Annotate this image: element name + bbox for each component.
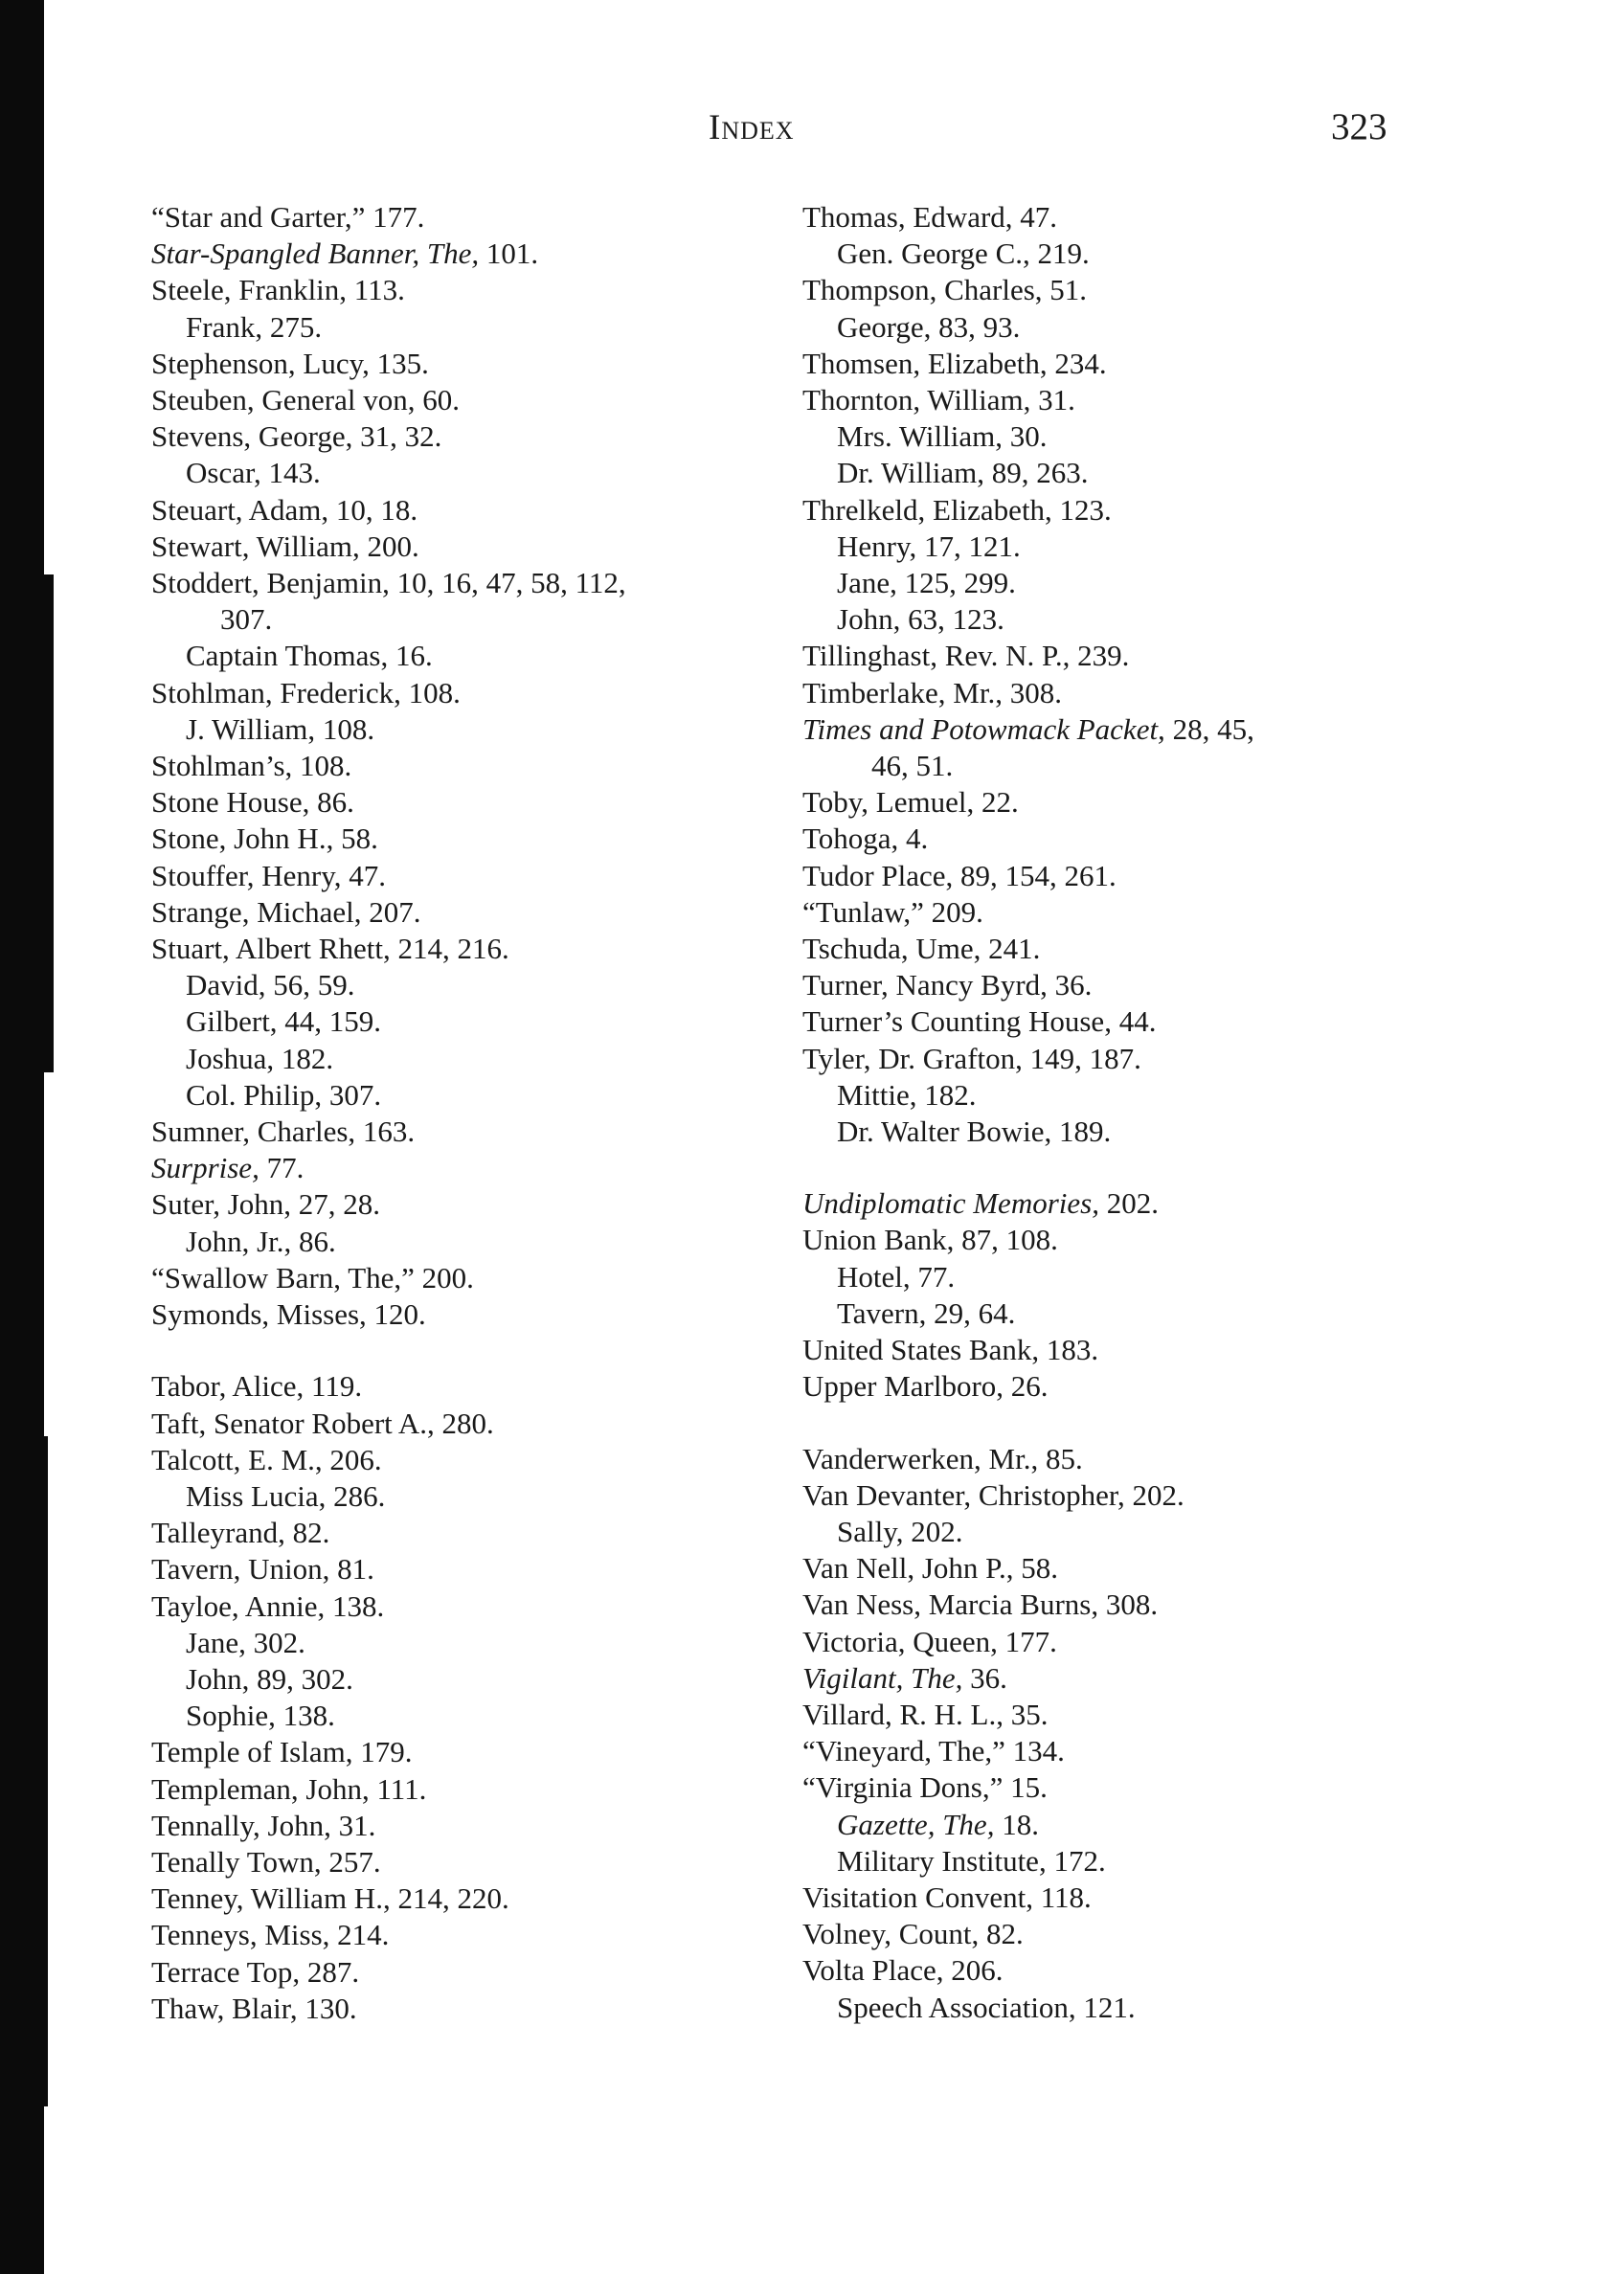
index-entry-text: Thornton, William, 31.	[802, 383, 1075, 417]
index-entry	[802, 199, 1415, 236]
index-entry-text: Sumner, Charles, 163.	[151, 1114, 416, 1149]
index-entry-text: Tennally, John, 31.	[151, 1808, 376, 1842]
index-entry-text: Toby, Lemuel, 22.	[802, 785, 1019, 820]
index-entry	[802, 711, 1415, 784]
index-entry	[802, 1660, 1415, 1697]
index-entry	[151, 931, 764, 967]
index-entry	[802, 1222, 1415, 1258]
index-entry	[802, 236, 1415, 272]
index-entry-text: George, 83, 93.	[837, 309, 1021, 344]
index-entry	[802, 1550, 1415, 1587]
index-entry-text: Timberlake, Mr., 308.	[802, 675, 1062, 709]
index-entry	[802, 894, 1415, 931]
index-entry	[151, 1734, 764, 1770]
index-entry-text: Terrace Top, 287.	[151, 1954, 360, 1989]
index-entry	[151, 711, 764, 748]
index-entry	[802, 601, 1415, 638]
index-entry	[151, 858, 764, 894]
index-entry-text: Stone, John H., 58.	[151, 822, 378, 856]
index-entry-title: Surprise,	[151, 1151, 259, 1185]
index-entry-text: Stewart, William, 200.	[151, 529, 419, 563]
index-entry	[151, 1625, 764, 1661]
index-entry-text: Tavern, Union, 81.	[151, 1552, 374, 1587]
index-entry-text: 18.	[994, 1807, 1039, 1841]
index-entry	[802, 272, 1415, 308]
index-entry	[151, 309, 764, 346]
index-entry-text: Mrs. William, 30.	[837, 419, 1048, 454]
page-number: 323	[1331, 106, 1387, 147]
index-entry	[802, 1807, 1415, 1843]
index-entry-text: John, 89, 302.	[186, 1661, 353, 1696]
index-entry	[151, 1844, 764, 1880]
index-entry	[151, 1771, 764, 1808]
running-header-title: Index	[709, 108, 795, 147]
index-entry-title: Undiplomatic Memories,	[802, 1186, 1099, 1221]
index-entry	[802, 346, 1415, 382]
index-entry	[802, 1880, 1415, 1916]
index-entry-text: Templeman, John, 111.	[151, 1771, 427, 1806]
index-entry	[802, 1697, 1415, 1733]
index-entry-text: Stuart, Albert Rhett, 214, 216.	[151, 932, 509, 966]
index-entry-text: Tillinghast, Rev. N. P., 239.	[802, 639, 1130, 673]
index-column-right	[802, 199, 1415, 2026]
index-entry-text: Upper Marlboro, 26.	[802, 1369, 1049, 1404]
index-entry	[802, 1259, 1415, 1295]
index-entry-text: Strange, Michael, 207.	[151, 894, 421, 929]
index-entry-text: 36.	[962, 1660, 1007, 1695]
index-entry	[802, 309, 1415, 346]
index-entry-text: Gen. George C., 219.	[837, 236, 1090, 271]
index-entry	[151, 1260, 764, 1296]
index-entry	[151, 1406, 764, 1442]
index-entry	[151, 1698, 764, 1734]
index-entry-text: Dr. Walter Bowie, 189.	[837, 1114, 1112, 1149]
index-entry-continuation: 46, 51.	[871, 749, 954, 783]
index-entry-text: Tohoga, 4.	[802, 822, 929, 856]
index-entry	[151, 675, 764, 711]
index-entry	[151, 1003, 764, 1040]
index-entry	[802, 492, 1415, 529]
index-entry	[151, 784, 764, 821]
index-entry-text: Stohlman, Frederick, 108.	[151, 675, 461, 709]
index-entry-title: Vigilant, The,	[802, 1660, 963, 1695]
index-entry	[802, 1477, 1415, 1514]
index-entry-text: Frank, 275.	[186, 309, 323, 344]
index-entry	[802, 967, 1415, 1003]
index-entry-text: Thaw, Blair, 130.	[151, 1991, 357, 2025]
index-entry-text: United States Bank, 183.	[802, 1333, 1099, 1367]
index-entry-text: Sophie, 138.	[186, 1699, 335, 1733]
index-entry-text: Stevens, George, 31, 32.	[151, 419, 442, 454]
index-entry	[802, 1332, 1415, 1368]
index-entry-text: Jane, 302.	[186, 1625, 305, 1659]
index-entry-text: Gilbert, 44, 159.	[186, 1004, 382, 1039]
index-entry-text: John, 63, 123.	[837, 602, 1004, 637]
index-entry-text: 202.	[1098, 1186, 1159, 1221]
index-entry	[151, 492, 764, 529]
index-entry	[802, 1587, 1415, 1623]
index-entry	[151, 1880, 764, 1917]
index-entry	[151, 821, 764, 857]
index-entry	[802, 931, 1415, 967]
index-entry-text: Sally, 202.	[837, 1514, 963, 1548]
index-entry-text: Thomas, Edward, 47.	[802, 200, 1058, 234]
index-entry	[802, 858, 1415, 894]
index-entry-text: Stohlman’s, 108.	[151, 749, 352, 783]
index-entry-text: Victoria, Queen, 177.	[802, 1624, 1057, 1658]
index-entry-text: 28, 45,	[1164, 711, 1254, 746]
index-entry	[151, 1478, 764, 1515]
index-entry	[802, 1952, 1415, 1989]
index-entry	[802, 1041, 1415, 1077]
index-entry-text: Dr. William, 89, 263.	[837, 456, 1089, 490]
index-entry-text: Symonds, Misses, 120.	[151, 1297, 426, 1332]
index-entry-text: “Tunlaw,” 209.	[802, 894, 983, 929]
index-entry	[802, 821, 1415, 857]
index-entry-text: Tenney, William H., 214, 220.	[151, 1881, 509, 1916]
binding-shadow	[42, 574, 54, 1072]
index-entry-text: Joshua, 182.	[186, 1041, 334, 1075]
index-entry	[151, 1588, 764, 1625]
index-entry	[151, 1041, 764, 1077]
index-entry-text: David, 56, 59.	[186, 968, 355, 1002]
index-entry-text: Tenally Town, 257.	[151, 1844, 381, 1879]
index-entry	[802, 382, 1415, 418]
index-entry-text: Oscar, 143.	[186, 456, 321, 490]
index-entry-text: Van Ness, Marcia Burns, 308.	[802, 1587, 1159, 1622]
index-entry-text: 101.	[479, 236, 539, 271]
index-entry	[802, 1368, 1415, 1405]
index-entry-text: Speech Association, 121.	[837, 1990, 1136, 2024]
index-entry-text: Thompson, Charles, 51.	[802, 273, 1088, 307]
index-entry-text: Stoddert, Benjamin, 10, 16, 47, 58, 112,	[151, 566, 626, 600]
index-entry-text: Tschuda, Ume, 241.	[802, 932, 1041, 966]
index-entry	[151, 455, 764, 491]
index-entry-text: Steele, Franklin, 113.	[151, 273, 405, 307]
index-entry	[151, 1186, 764, 1223]
index-entry	[151, 529, 764, 565]
index-entry	[802, 1769, 1415, 1806]
index-entry	[151, 1296, 764, 1333]
index-entry	[802, 1916, 1415, 1952]
index-entry	[802, 638, 1415, 674]
binding-shadow	[42, 1436, 48, 2106]
index-entry	[802, 1114, 1415, 1150]
index-entry-text: Military Institute, 172.	[837, 1843, 1106, 1878]
index-entry	[151, 382, 764, 418]
index-entry	[151, 1661, 764, 1698]
index-entry	[151, 1224, 764, 1260]
index-entry	[802, 1441, 1415, 1477]
index-entry-text: “Swallow Barn, The,” 200.	[151, 1260, 474, 1295]
index-entry-text: Tudor Place, 89, 154, 261.	[802, 858, 1116, 892]
index-entry	[151, 638, 764, 674]
index-entry-text: Thomsen, Elizabeth, 234.	[802, 346, 1107, 380]
index-entry	[151, 346, 764, 382]
index-entry-text: Union Bank, 87, 108.	[802, 1223, 1058, 1257]
index-entry-text: Talcott, E. M., 206.	[151, 1442, 382, 1476]
index-entry-text: Talleyrand, 82.	[151, 1516, 330, 1550]
index-entry	[151, 1808, 764, 1844]
index-entry-text: 77.	[259, 1151, 304, 1185]
index-entry-text: Tyler, Dr. Grafton, 149, 187.	[802, 1041, 1141, 1075]
index-entry-text: Van Devanter, Christopher, 202.	[802, 1477, 1184, 1512]
index-entry-text: Tabor, Alice, 119.	[151, 1369, 363, 1404]
index-entry	[802, 1843, 1415, 1880]
index-column-left	[151, 199, 764, 2027]
index-entry-text: Col. Philip, 307.	[186, 1077, 382, 1112]
index-entry-text: Tavern, 29, 64.	[837, 1295, 1016, 1330]
index-entry	[151, 1114, 764, 1150]
index-entry-text: Tayloe, Annie, 138.	[151, 1588, 385, 1623]
index-entry-text: Mittie, 182.	[837, 1077, 977, 1112]
index-entry	[151, 1917, 764, 1953]
index-entry-text: Van Nell, John P., 58.	[802, 1551, 1058, 1586]
index-entry-text: Henry, 17, 121.	[837, 529, 1021, 563]
index-entry-text: Turner, Nancy Byrd, 36.	[802, 968, 1093, 1002]
index-entry-text: Captain Thomas, 16.	[186, 639, 433, 673]
index-entry-continuation: 307.	[220, 602, 273, 637]
index-entry	[802, 1077, 1415, 1114]
index-entry-text: J. William, 108.	[186, 711, 375, 746]
index-entry	[802, 455, 1415, 491]
index-entry	[151, 1515, 764, 1551]
index-entry-text: Turner’s Counting House, 44.	[802, 1004, 1157, 1039]
index-entry-text: Volta Place, 206.	[802, 1953, 1004, 1988]
index-entry-text: Steuart, Adam, 10, 18.	[151, 492, 418, 527]
index-entry	[802, 1514, 1415, 1550]
index-entry	[151, 1077, 764, 1114]
index-entry	[151, 199, 764, 236]
index-entry-text: Stouffer, Henry, 47.	[151, 858, 386, 892]
index-entry	[151, 748, 764, 784]
index-entry	[802, 675, 1415, 711]
index-entry-text: Stone House, 86.	[151, 785, 354, 820]
index-entry	[802, 418, 1415, 455]
index-entry	[151, 565, 764, 638]
index-entry	[802, 1733, 1415, 1769]
index-entry-text: “Star and Garter,” 177.	[151, 200, 425, 234]
index-entry	[151, 894, 764, 931]
index-entry	[802, 1624, 1415, 1660]
index-entry	[151, 236, 764, 272]
index-entry	[151, 1442, 764, 1478]
index-entry-text: Suter, John, 27, 28.	[151, 1187, 381, 1222]
index-entry-title: Gazette, The,	[837, 1807, 995, 1841]
page-binding-edge	[0, 0, 44, 2274]
index-entry-text: Threlkeld, Elizabeth, 123.	[802, 492, 1112, 527]
index-entry	[802, 1003, 1415, 1040]
index-entry	[151, 1551, 764, 1587]
index-entry-title: Star-Spangled Banner, The,	[151, 236, 480, 271]
index-entry	[802, 565, 1415, 601]
index-entry-text: Temple of Islam, 179.	[151, 1735, 413, 1769]
index-entry	[151, 418, 764, 455]
index-entry	[151, 1368, 764, 1405]
index-entry-text: Vanderwerken, Mr., 85.	[802, 1441, 1083, 1475]
index-entry	[151, 272, 764, 308]
index-entry-text: Miss Lucia, 286.	[186, 1478, 386, 1513]
index-entry-text: “Virginia Dons,” 15.	[802, 1770, 1048, 1805]
index-entry-text: Visitation Convent, 118.	[802, 1880, 1092, 1914]
index-entry	[802, 1990, 1415, 2026]
index-entry-text: Hotel, 77.	[837, 1259, 956, 1294]
index-entry-text: John, Jr., 86.	[186, 1224, 336, 1258]
index-entry-text: Stephenson, Lucy, 135.	[151, 346, 429, 380]
index-entry-text: Jane, 125, 299.	[837, 566, 1016, 600]
index-entry-text: Tenneys, Miss, 214.	[151, 1918, 390, 1952]
index-entry	[802, 1295, 1415, 1332]
index-entry	[802, 529, 1415, 565]
index-entry-text: Villard, R. H. L., 35.	[802, 1697, 1049, 1731]
index-entry	[151, 1991, 764, 2027]
index-entry	[802, 784, 1415, 821]
index-entry-text: “Vineyard, The,” 134.	[802, 1734, 1065, 1768]
index-entry	[802, 1185, 1415, 1222]
index-entry-text: Steuben, General von, 60.	[151, 383, 460, 417]
index-entry-text: Volney, Count, 82.	[802, 1917, 1024, 1951]
index-entry	[151, 1954, 764, 1991]
index-entry-text: Taft, Senator Robert A., 280.	[151, 1406, 494, 1440]
index-entry	[151, 1150, 764, 1186]
index-entry	[151, 967, 764, 1003]
index-entry-title: Times and Potowmack Packet,	[802, 711, 1165, 746]
